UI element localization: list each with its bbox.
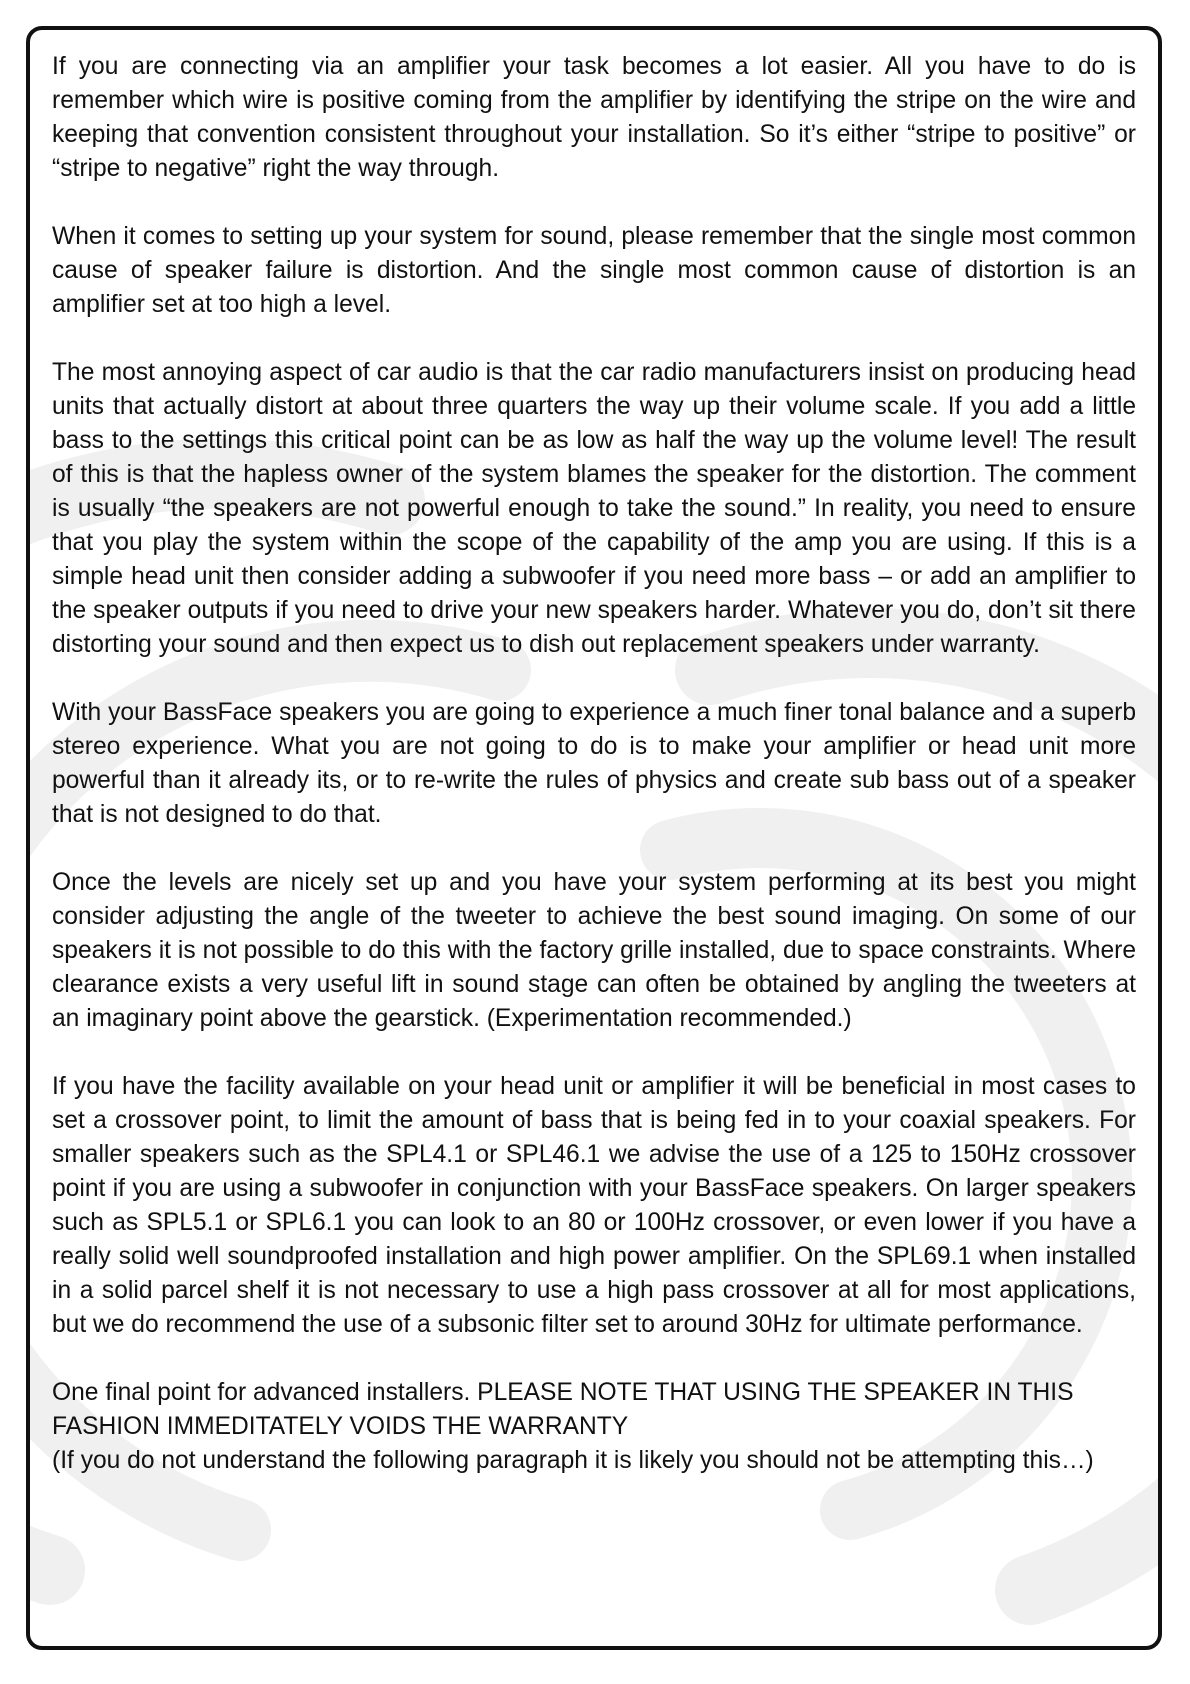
document-body <box>30 30 1158 1478</box>
paragraph-amplifier-wiring: If you are connecting via an amplifier your task becomes a lot easier. All you have to do is remember which wire is positive coming from the amplifier by identifying the stripe on the wire and keeping that convention consistent throughout your installation. So it’s either “stripe to positive” or “stripe to negative” right the way through. <box>52 53 1136 182</box>
advisory-note-text: (If you do not understand the following paragraph it is likely you should not be attempting this…) <box>52 1447 1094 1474</box>
paragraph-head-unit-distortion: The most annoying aspect of car audio is that the car radio manufacturers insist on producing head units that actually distort at about three quarters the way up their volume scale. If you add a little bass to the settings this critical point can be as low as half the way up the volume level! The result of this is that the hapless owner of the system blames the speaker for the distortion. The comment is usually “the speakers are not powerful enough to take the sound.” In reality, you need to ensure that you play the system within the scope of the capability of the amp you are using. If this is a simple head unit then consider adding a subwoofer if you need more bass – or add an amplifier to the speaker outputs if you need to drive your new speakers harder. Whatever you do, don’t sit there distorting your sound and then expect us to dish out replacement speakers under warranty. <box>52 359 1136 658</box>
paragraph-bassface-expectations: With your BassFace speakers you are going to experience a much finer tonal balance and a superb stereo experience. What you are not going to do is to make your amplifier or head unit more powerful than it already its, or to re-write the rules of physics and create sub bass out of a speaker that is not designed to do that. <box>52 699 1136 828</box>
paragraph-distortion-cause: When it comes to setting up your system for sound, please remember that the single most common cause of speaker failure is distortion. And the single most common cause of distortion is an amplifier set at too high a level. <box>52 223 1136 318</box>
paragraph-advanced-installers <box>52 1376 1136 1478</box>
warranty-warning-text: One final point for advanced installers. PLEASE NOTE THAT USING THE SPEAKER IN THIS FASHION IMMEDITATELY VOIDS THE WARRANTY <box>52 1379 1074 1440</box>
paragraph-crossover-point: If you have the facility available on your head unit or amplifier it will be beneficial in most cases to set a crossover point, to limit the amount of bass that is being fed in to your coaxial speakers. For smaller speakers such as the SPL4.1 or SPL46.1 we advise the use of a 125 to 150Hz crossover point if you are using a subwoofer in conjunction with your BassFace speakers. On larger speakers such as SPL5.1 or SPL6.1 you can look to an 80 or 100Hz crossover, or even lower if you have a really solid well soundproofed installation and high power amplifier. On the SPL69.1 when installed in a solid parcel shelf it is not necessary to use a high pass crossover at all for most applications, but we do recommend the use of a subsonic filter set to around 30Hz for ultimate performance. <box>52 1073 1136 1338</box>
page-frame <box>26 26 1162 1650</box>
paragraph-tweeter-angle: Once the levels are nicely set up and you have your system performing at its best you might consider adjusting the angle of the tweeter to achieve the best sound imaging. On some of our speakers it is not possible to do this with the factory grille installed, due to space constraints. Where clearance exists a very useful lift in sound stage can often be obtained by angling the tweeters at an imaginary point above the gearstick. (Experimentation recommended.) <box>52 869 1136 1032</box>
